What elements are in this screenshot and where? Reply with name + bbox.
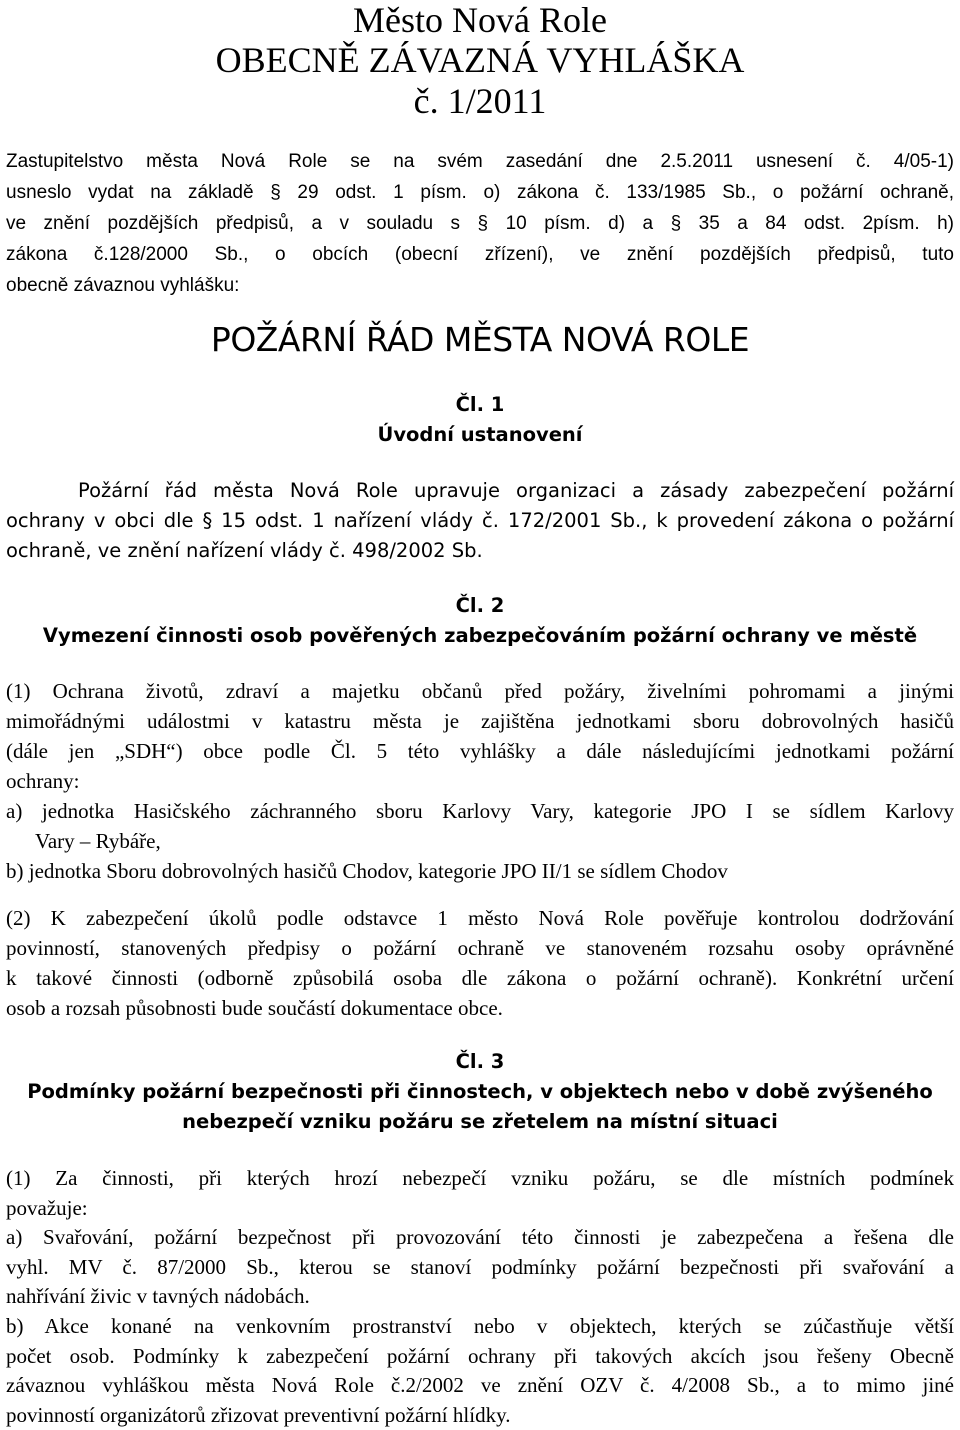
article-1-line: Požární řád města Nová Role upravuje organizaci a zásady zabezpečení požární (78, 479, 954, 502)
article-3-item-a-line: nahřívání živic v tavných nádobách. (6, 1284, 310, 1309)
article-2-para2-line: k takové činnosti (odborně způsobilá osoba dle zákona o požární ochraně). Konkrétní určení (6, 966, 954, 990)
article-2-para1-line: ochrany: (6, 769, 80, 793)
article-3-para1-line: považuje: (6, 1195, 88, 1220)
article-3-item-b-line: povinností organizátorů zřizovat preventivní požární hlídky. (6, 1402, 511, 1427)
preamble-line: usneslo vydat na základě § 29 odst. 1 písm. o) zákona č. 133/1985 Sb., o požární ochraně, (6, 182, 954, 203)
article-3-item-a-line: a) Svařování, požární bezpečnost při provozování této činnosti je zabezpečena a řešena dle (6, 1225, 954, 1250)
article-3-item-a-line: vyhl. MV č. 87/2000 Sb., kterou se stanoví podmínky požární bezpečnosti při svařování a (6, 1254, 954, 1279)
town-name: Město Nová Role (353, 0, 607, 40)
article-2-paragraph-2 (6, 903, 954, 1023)
article-3-item-b-line: závaznou vyhláškou města Nová Role č.2/2002 ve znění OZV č. 4/2008 Sb., a to mimo jiné (6, 1373, 954, 1398)
article-1-body (6, 476, 954, 566)
article-3-number: Čl. 3 (455, 1050, 505, 1073)
article-1-line: ochrany v obci dle § 15 odst. 1 nařízení vlády č. 172/2001 Sb., k provedení zákona o požární (6, 509, 954, 532)
article-2-item-a-line: Vary – Rybáře, (35, 829, 161, 853)
article-1-title: Úvodní ustanovení (377, 423, 583, 446)
order-title: POŽÁRNÍ ŘÁD MĚSTA NOVÁ ROLE (210, 320, 750, 359)
preamble-line: zákona č.128/2000 Sb., o obcích (obecní zřízení), ve znění pozdějších předpisů, tuto (6, 244, 954, 265)
article-2-para1-line: (dále jen „SDH“) obce podle Čl. 5 této vyhlášky a dále následujícími jednotkami požární (6, 739, 954, 763)
article-2-paragraph-1 (6, 676, 954, 886)
document-number: č. 1/2011 (413, 81, 547, 121)
document-header (0, 0, 960, 121)
article-2-title: Vymezení činnosti osob pověřených zabezpečováním požární ochrany ve městě (42, 624, 918, 647)
article-1-number: Čl. 1 (455, 393, 505, 416)
article-2-para1-line: (1) Ochrana životů, zdraví a majetku občanů před požáry, živelními pohromami a jinými (6, 679, 954, 703)
document-type: OBECNĚ ZÁVAZNÁ VYHLÁŠKA (215, 40, 745, 80)
article-1-line: ochraně, ve znění nařízení vlády č. 498/2002 Sb. (6, 539, 483, 562)
article-2-para1-line: mimořádnými událostmi v katastru města je zajištěna jednotkami sboru dobrovolných hasičů (6, 709, 954, 733)
article-3-item-b-line: počet osob. Podmínky k zabezpečení požární ochrany při takových akcích jsou řešeny Obecně (6, 1343, 954, 1368)
article-2-number: Čl. 2 (455, 594, 505, 617)
preamble (6, 146, 954, 301)
article-2-para2-line: povinností, stanovených předpisy o požární ochraně ve stanoveném rozsahu osoby oprávněné (6, 936, 954, 960)
article-2-item-b: b) jednotka Sboru dobrovolných hasičů Chodov, kategorie JPO II/1 se sídlem Chodov (6, 859, 728, 883)
article-2-para2-line: osob a rozsah působnosti bude součástí dokumentace obce. (6, 996, 503, 1020)
article-2-item-a-line: a) jednotka Hasičského záchranného sboru Karlovy Vary, kategorie JPO I se sídlem Karlovy (6, 799, 954, 823)
preamble-line: Zastupitelstvo města Nová Role se na svém zasedání dne 2.5.2011 usnesení č. 4/05-1) (6, 151, 954, 172)
article-3-para1-line: (1) Za činnosti, při kterých hrozí nebezpečí vzniku požáru, se dle místních podmínek (6, 1166, 954, 1190)
article-3-item-b-line: b) Akce konané na venkovním prostranství nebo v objektech, kterých se zúčastňuje větší (6, 1313, 954, 1338)
article-3-title-line: nebezpečí vzniku požáru se zřetelem na místní situaci (182, 1110, 778, 1133)
article-2-para2-line: (2) K zabezpečení úkolů podle odstavce 1 město Nová Role pověřuje kontrolou dodržování (6, 906, 954, 930)
preamble-line: ve znění pozdějších předpisů, a v souladu s § 10 písm. d) a § 35 a 84 odst. 2písm. h) (6, 213, 954, 234)
preamble-line: obecně závaznou vyhlášku: (6, 275, 240, 296)
article-3-body (6, 1164, 954, 1430)
article-3-title-line: Podmínky požární bezpečnosti při činnostech, v objektech nebo v době zvýšeného (27, 1080, 933, 1103)
